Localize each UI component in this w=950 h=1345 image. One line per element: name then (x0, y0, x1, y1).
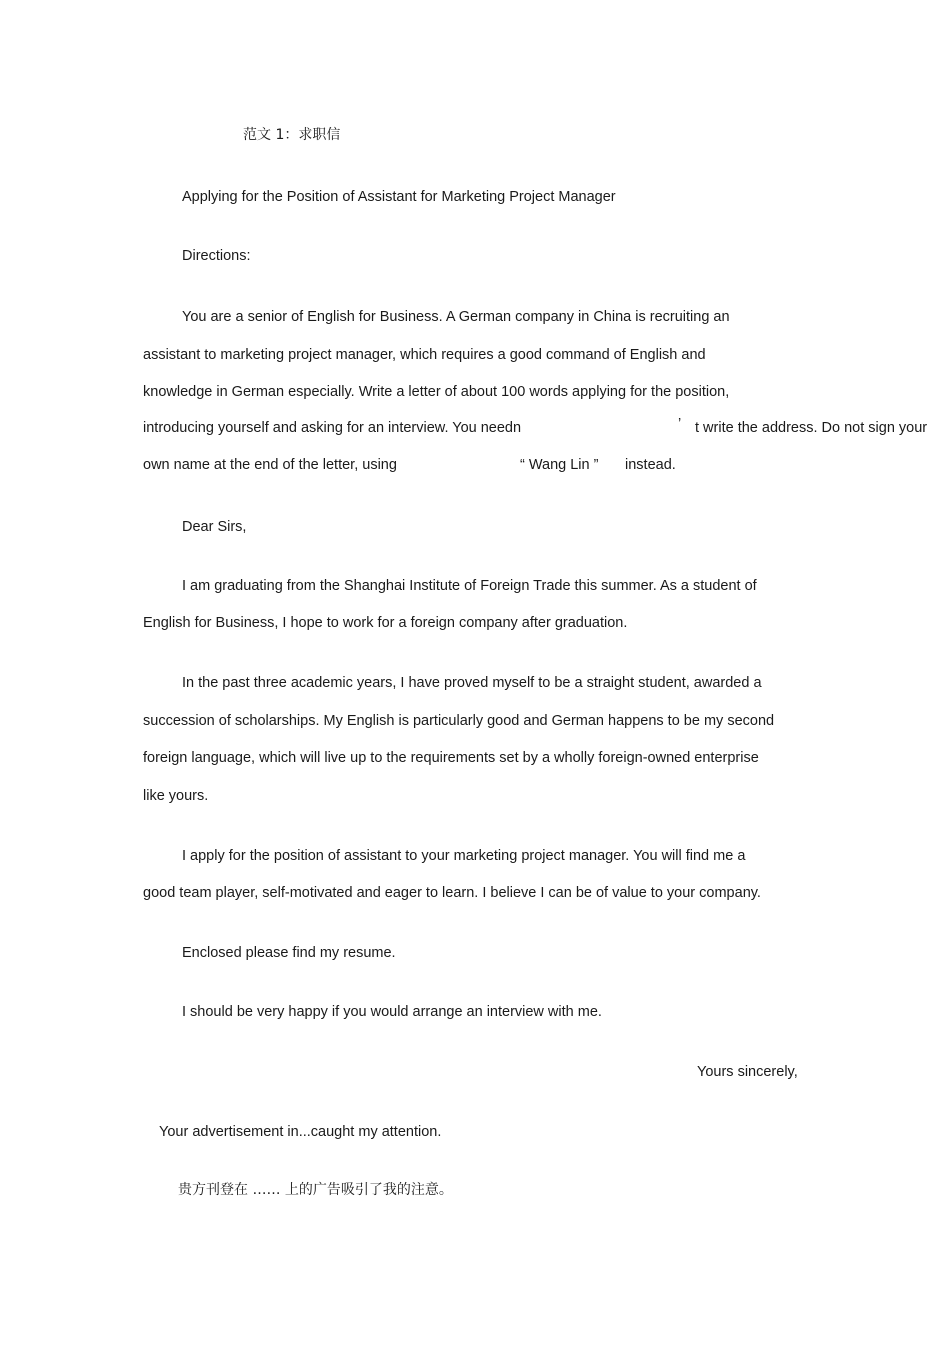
paragraph-line: succession of scholarships. My English is particularly good and German happens to be my second (143, 713, 775, 729)
paragraph-line: In the past three academic years, I have proved myself to be a straight student, awarded a (182, 675, 762, 691)
paragraph-line: English for Business, I hope to work for a foreign company after graduation. (143, 615, 628, 631)
paragraph-line: Enclosed please find my resume. (182, 945, 396, 961)
apostrophe-glyph: ’ (678, 416, 682, 432)
paragraph-line: I am graduating from the Shanghai Institute of Foreign Trade this summer. As a student of (182, 578, 757, 594)
directions-line: own name at the end of the letter, using (143, 457, 397, 473)
directions-line: instead. (625, 457, 676, 473)
directions-line: You are a senior of English for Business. A German company in China is recruiting an (182, 309, 730, 325)
directions-line: assistant to marketing project manager, which requires a good command of English and (143, 347, 706, 363)
paragraph-line: I should be very happy if you would arrange an interview with me. (182, 1004, 602, 1020)
salutation: Dear Sirs, (182, 519, 247, 535)
paragraph-line: good team player, self-motivated and eager to learn. I believe I can be of value to your company. (143, 885, 761, 901)
directions-line: introducing yourself and asking for an interview. You needn (143, 420, 522, 436)
directions-line: t write the address. Do not sign your (695, 420, 928, 436)
paragraph-line: I apply for the position of assistant to your marketing project manager. You will find me a (182, 848, 746, 864)
directions-label: Directions: (182, 248, 251, 264)
paragraph-line: foreign language, which will live up to the requirements set by a wholly foreign-owned enterprise (143, 750, 759, 766)
phrase-english: Your advertisement in...caught my attention. (159, 1124, 442, 1140)
paragraph-line: like yours. (143, 788, 209, 804)
phrase-chinese: 贵方刊登在 …… 上的广告吸引了我的注意。 (178, 1182, 453, 1198)
letter-title: Applying for the Position of Assistant for Marketing Project Manager (182, 189, 616, 205)
quoted-name: “ Wang Lin ” (520, 457, 599, 473)
closing: Yours sincerely, (697, 1064, 798, 1080)
directions-line: knowledge in German especially. Write a letter of about 100 words applying for the position, (143, 384, 730, 400)
page-heading: 范文 1：求职信 (243, 127, 341, 143)
